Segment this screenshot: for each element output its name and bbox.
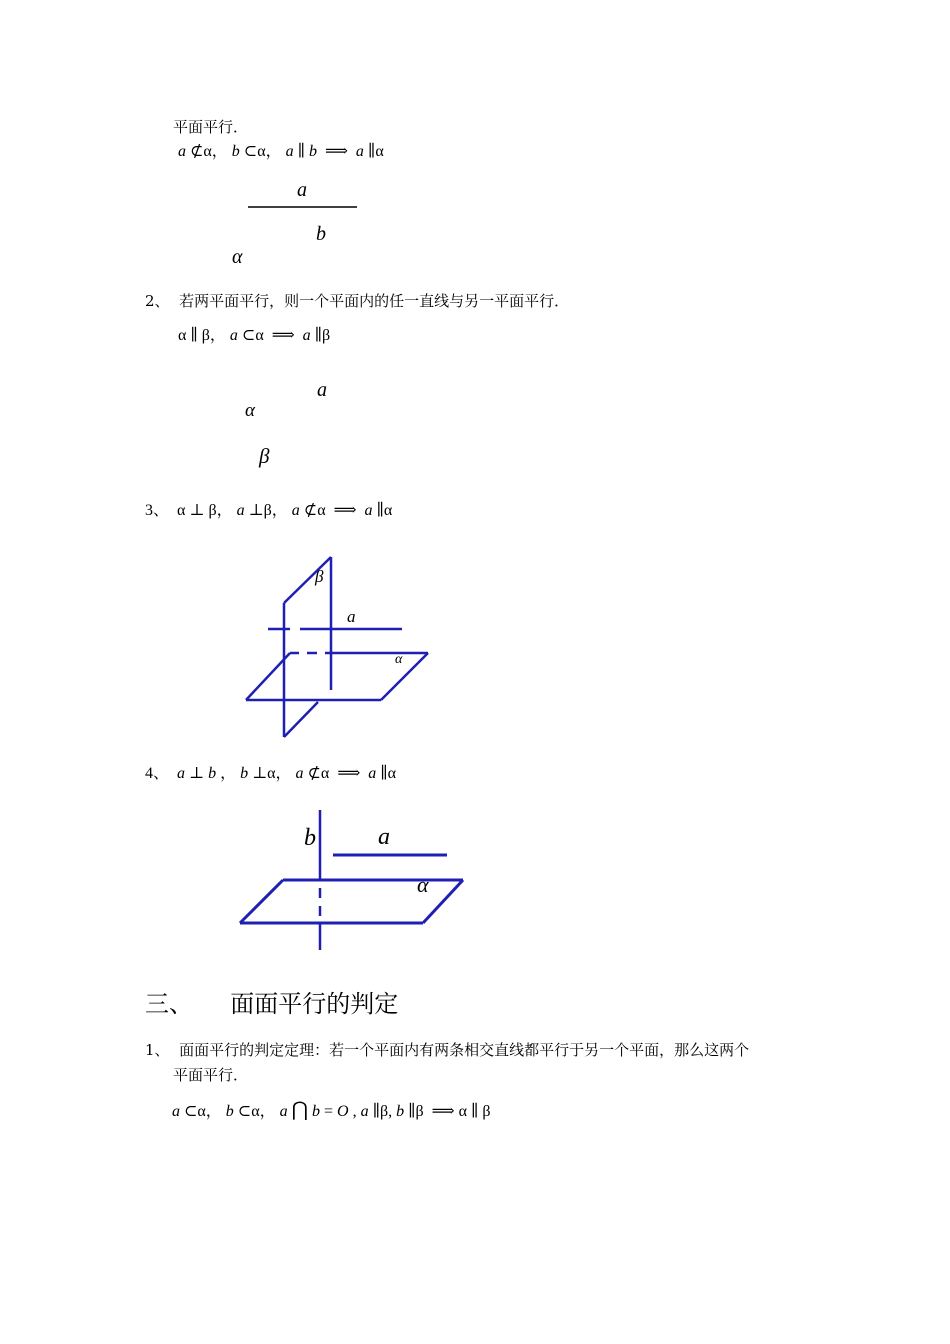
label-alpha: α: [417, 872, 429, 897]
formula-symbol: ⊂α，: [184, 1103, 222, 1120]
theorem-line-2: 平面平行．: [173, 1066, 249, 1084]
formula-var: a: [355, 143, 364, 160]
item-number: 3、: [145, 502, 170, 519]
formula-symbol: ⊥β，: [248, 502, 288, 519]
formula-var: a: [368, 765, 377, 782]
formula-symbol: ∥α: [367, 143, 384, 160]
formula-var: b: [240, 765, 249, 782]
formula-var: a: [295, 765, 304, 782]
formula-var: a: [229, 327, 238, 344]
theorem-tail-text: 平面平行．: [173, 118, 249, 136]
implies-symbol: ⟹ α ∥ β: [431, 1103, 491, 1120]
formula-var: a: [279, 1103, 288, 1120]
implies-symbol: ⟹: [271, 327, 295, 344]
formula-var: b: [396, 1103, 405, 1120]
formula-var: b: [225, 1103, 234, 1120]
formula-symbol: =: [324, 1103, 334, 1120]
formula-var: b: [231, 143, 240, 160]
formula-symbol: ⊄α: [307, 765, 330, 782]
formula-symbol: ∥α: [376, 502, 393, 519]
formula-var: b: [312, 1103, 320, 1120]
implies-symbol: ⟹: [333, 502, 357, 519]
item-number: 1、: [145, 1041, 170, 1059]
formula-symbol: ⊄α，: [190, 143, 228, 160]
formula-symbol: ∥: [297, 143, 305, 160]
label-b: b: [316, 223, 326, 245]
formula-symbol: ⊥α，: [252, 765, 292, 782]
plane-alpha-edge-right: [423, 880, 463, 923]
formula-symbol: ⊥: [189, 765, 205, 782]
formula-symbol: ∥β: [314, 327, 331, 344]
formula-symbol: ，: [220, 765, 237, 782]
formula-var: O: [337, 1103, 349, 1120]
section-heading: [145, 992, 398, 1016]
formula-symbol: ∥β,: [372, 1103, 393, 1120]
label-a: a: [317, 379, 327, 401]
formula-symbol: ⊂α: [241, 327, 264, 344]
label-beta: β: [315, 567, 324, 586]
formula-var: a: [172, 1103, 180, 1120]
label-a: a: [378, 824, 390, 850]
formula-symbol: ⊂α，: [243, 143, 282, 160]
formula-symbol: ∥α: [380, 765, 397, 782]
implies-symbol: ⟹: [324, 143, 348, 160]
formula-symbol: ,: [352, 1103, 357, 1120]
label-a: a: [347, 607, 356, 626]
formula-symbol: α ⊥ β，: [177, 502, 233, 519]
label-b: b: [304, 825, 316, 851]
formula-var: a: [285, 143, 294, 160]
label-beta: β: [259, 444, 270, 468]
section-title: 面面平行的判定: [230, 990, 399, 1018]
item-number: 2、: [145, 292, 170, 310]
label-alpha: α: [245, 400, 255, 421]
item-text: 若两平面平行，则一个平面内的任一直线与另一平面平行．: [179, 292, 570, 310]
formula-var: a: [236, 502, 245, 519]
implies-symbol: ⟹: [337, 765, 361, 782]
label-alpha: α: [232, 246, 243, 268]
formula-var: a: [360, 1103, 369, 1120]
formula-var: a: [291, 502, 300, 519]
formula-var: a: [178, 143, 186, 160]
theorem-line-1: 面面平行的判定定理：若一个平面内有两条相交直线都平行于另一个平面，那么这两个: [179, 1041, 750, 1059]
intersection-symbol: ⋂: [291, 1099, 308, 1121]
formula-symbol: ⊂α，: [237, 1103, 276, 1120]
formula-var: b: [208, 765, 217, 782]
theorem-statement: [145, 1043, 749, 1058]
formula-var: a: [364, 502, 373, 519]
formula-var: b: [308, 143, 317, 160]
item-number: 4、: [145, 765, 170, 782]
label-alpha: α: [395, 652, 403, 667]
formula-var: a: [302, 327, 311, 344]
formula-var: a: [177, 765, 186, 782]
formula-symbol: ∥β: [408, 1103, 424, 1120]
formula-plane-parallel-test: [172, 1100, 491, 1120]
formula-symbol: α ∥ β，: [178, 327, 226, 344]
formula-symbol: ⊄α: [303, 502, 326, 519]
section-number: 三、: [145, 990, 193, 1018]
plane-alpha-edge-left: [240, 880, 283, 923]
label-a: a: [297, 179, 307, 201]
